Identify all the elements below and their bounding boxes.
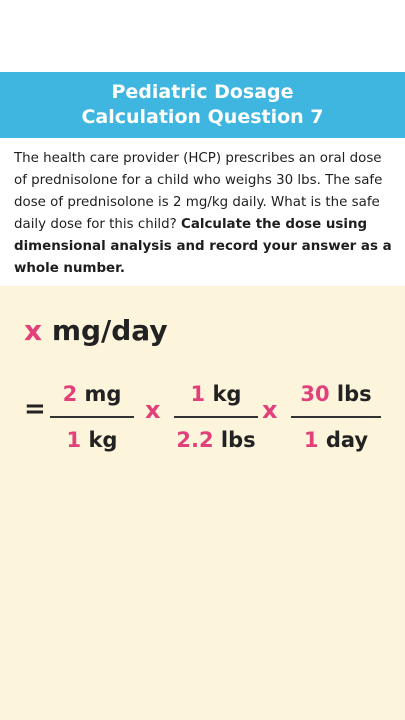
- fraction-2-num-unit: kg: [212, 382, 242, 406]
- unknown-unit: mg/day: [51, 314, 168, 347]
- fraction-1-denominator: [50, 424, 134, 456]
- fraction-2-bar: [174, 416, 258, 418]
- unknown-variable: x: [24, 314, 43, 347]
- question-text: [0, 138, 405, 286]
- title-line-1: Pediatric Dosage: [111, 81, 294, 103]
- fraction-1-num-unit: mg: [84, 382, 122, 406]
- fraction-1: [50, 378, 134, 456]
- fraction-2-numerator: [174, 378, 258, 410]
- multiply-sign-1: x: [145, 396, 161, 424]
- fraction-2: [174, 378, 258, 456]
- fraction-3-den-value: 1: [303, 428, 319, 452]
- fraction-1-bar: [50, 416, 134, 418]
- fraction-2-den-unit: lbs: [220, 428, 256, 452]
- fraction-1-num-value: 2: [62, 382, 78, 406]
- multiply-sign-2: x: [262, 396, 278, 424]
- fraction-1-numerator: [50, 378, 134, 410]
- equals-sign: =: [24, 394, 46, 424]
- fraction-3: [291, 378, 381, 456]
- fraction-3-denominator: [291, 424, 381, 456]
- fraction-2-denominator: [174, 424, 258, 456]
- question-plain: The health care provider (HCP) prescribes an oral dose of prednisolone for a child who weighs 30 lbs. The safe dose of prednisolone is 2 mg/kg daily. What is the safe daily dose for this child?: [14, 151, 383, 232]
- fraction-1-den-value: 1: [66, 428, 82, 452]
- fraction-2-den-value: 2.2: [176, 428, 214, 452]
- fraction-3-numerator: [291, 378, 381, 410]
- fraction-3-num-value: 30: [300, 382, 330, 406]
- top-spacer: [0, 0, 405, 72]
- fraction-1-den-unit: kg: [88, 428, 118, 452]
- question-instruction: Calculate the dose using dimensional analysis and record your answer as a whole number.: [14, 217, 392, 276]
- fraction-3-bar: [291, 416, 381, 418]
- work-area: [0, 286, 405, 720]
- fraction-2-num-value: 1: [190, 382, 206, 406]
- fraction-3-num-unit: lbs: [336, 382, 372, 406]
- title-line-2: Calculation Question 7: [81, 106, 324, 128]
- title-banner: [0, 72, 405, 138]
- fraction-3-den-unit: day: [325, 428, 369, 452]
- unknown-expression: [24, 313, 168, 349]
